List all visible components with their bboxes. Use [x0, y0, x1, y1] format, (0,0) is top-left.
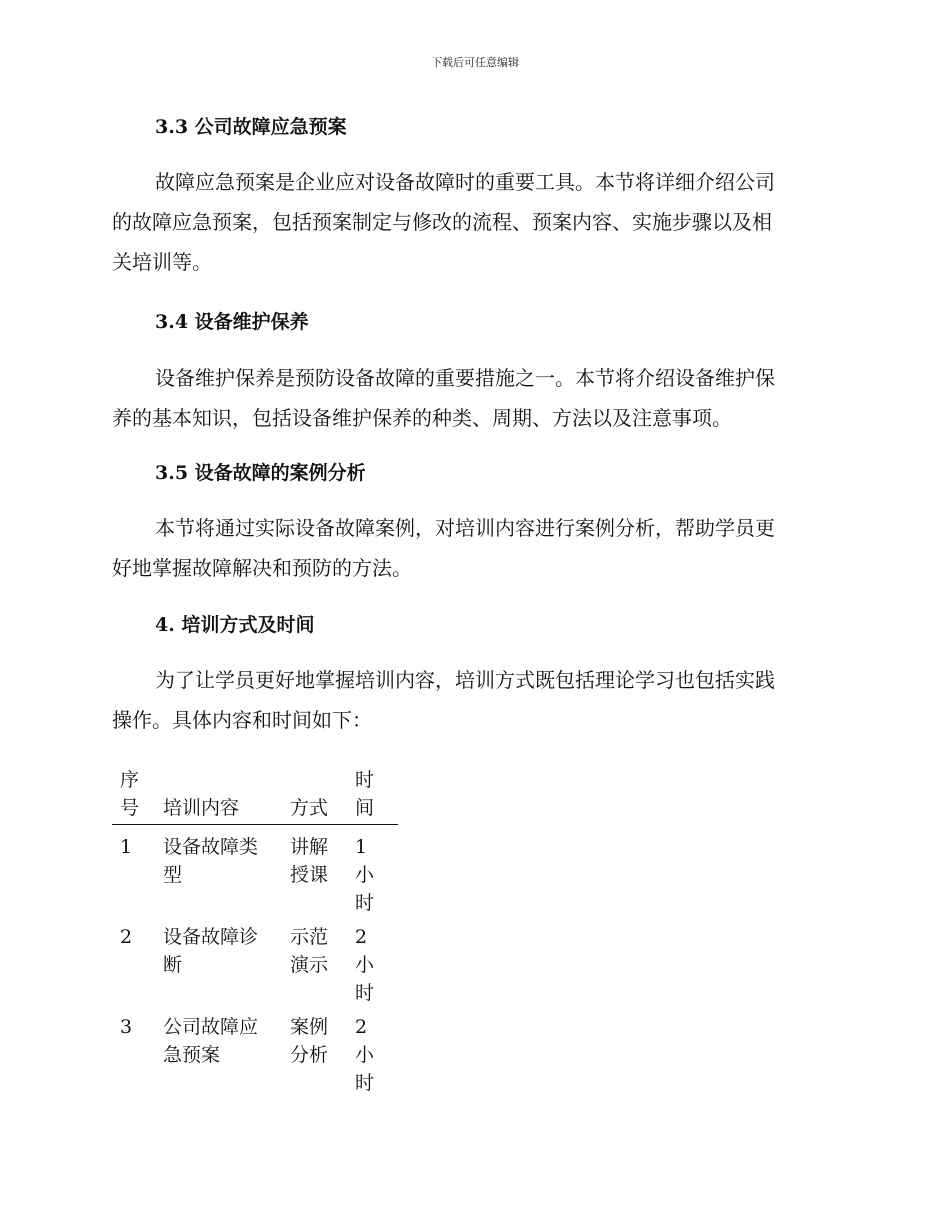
paragraph-line: 故障应急预案是企业应对设备故障时的重要工具。本节将详细介绍公司 — [155, 170, 775, 194]
paragraph-line: 养的基本知识，包括设备维护保养的种类、周期、方法以及注意事项。 — [112, 406, 732, 430]
section-heading-3-5: 3.5 设备故障的案例分析 — [155, 462, 366, 484]
table-row — [112, 825, 398, 915]
section-paragraph-3-5 — [112, 508, 832, 588]
cell-method: 示范 演示 — [290, 926, 329, 976]
page-header: 下载后可任意编辑 — [431, 56, 519, 69]
header-cell-method: 方式 — [290, 797, 329, 819]
cell-method: 案例 分析 — [290, 1016, 329, 1066]
cell-no: 1 — [120, 836, 133, 858]
header-cell-no: 序 号 — [120, 769, 140, 819]
cell-content: 设备故障类 型 — [163, 836, 259, 886]
cell-content: 设备故障诊 断 — [163, 926, 259, 976]
header-cell-time: 时 间 — [355, 769, 375, 819]
table-row — [112, 1005, 398, 1095]
section-paragraph-4 — [112, 660, 832, 740]
paragraph-line: 为了让学员更好地掌握培训内容，培训方式既包括理论学习也包括实践 — [155, 668, 775, 692]
table-header-row — [112, 766, 398, 825]
paragraph-line: 操作。具体内容和时间如下： — [112, 708, 372, 732]
header-cell-content: 培训内容 — [163, 797, 240, 819]
cell-time: 2 小 时 — [355, 926, 375, 1004]
cell-time: 2 小 时 — [355, 1016, 375, 1094]
paragraph-line: 关培训等。 — [112, 250, 212, 274]
section-paragraph-3-4 — [112, 358, 832, 438]
cell-time: 1 小 时 — [355, 836, 375, 914]
section-paragraph-3-3 — [112, 162, 832, 282]
section-heading-3-3: 3.3 公司故障应急预案 — [155, 116, 347, 138]
paragraph-line: 本节将通过实际设备故障案例，对培训内容进行案例分析，帮助学员更 — [155, 516, 775, 540]
section-heading-4: 4. 培训方式及时间 — [155, 614, 315, 636]
section-heading-3-4: 3.4 设备维护保养 — [155, 311, 309, 333]
cell-no: 2 — [120, 926, 133, 948]
cell-no: 3 — [120, 1016, 133, 1038]
paragraph-line: 的故障应急预案，包括预案制定与修改的流程、预案内容、实施步骤以及相 — [112, 210, 772, 234]
training-schedule-table — [112, 766, 398, 1095]
table-row — [112, 915, 398, 1005]
paragraph-line: 设备维护保养是预防设备故障的重要措施之一。本节将介绍设备维护保 — [155, 366, 775, 390]
cell-content: 公司故障应 急预案 — [163, 1016, 259, 1066]
cell-method: 讲解 授课 — [290, 836, 329, 886]
paragraph-line: 好地掌握故障解决和预防的方法。 — [112, 556, 412, 580]
